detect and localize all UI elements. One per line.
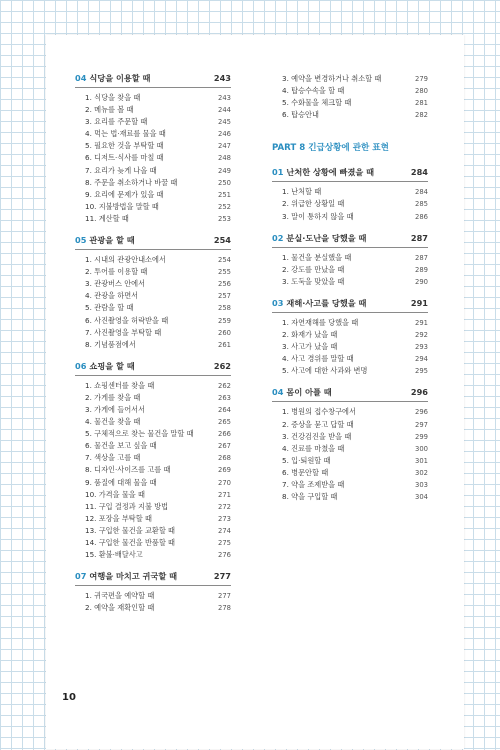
toc-item-page: 289 (415, 265, 428, 274)
toc-item (272, 73, 428, 85)
toc-item-label: 10. 지불방법을 말할 때 (85, 201, 159, 211)
section-title: 몸이 아플 때 (286, 387, 332, 398)
toc-item-label: 4. 물건을 찾을 때 (85, 417, 141, 427)
section-number: 04 (75, 73, 87, 83)
section-heading-text (272, 233, 366, 244)
page-number: 10 (62, 692, 76, 703)
toc-item-label: 1. 자연재해를 당했을 때 (282, 317, 359, 327)
section-heading-text (75, 235, 135, 246)
toc-item (75, 165, 231, 177)
toc-item (75, 213, 231, 225)
toc-item-page: 297 (415, 420, 428, 429)
toc-item-label: 8. 디자인·사이즈를 고를 때 (85, 465, 171, 475)
toc-item-label: 5. 수화물을 체크할 때 (282, 98, 352, 108)
toc-item-label: 3. 말이 통하지 않을 때 (282, 211, 354, 221)
toc-item (75, 104, 231, 116)
toc-item (75, 428, 231, 440)
toc-item (75, 140, 231, 152)
toc-item-label: 4. 사고 경위를 말할 때 (282, 354, 354, 364)
toc-item-label: 7. 약을 조제받을 때 (282, 479, 345, 489)
section-heading-text (75, 571, 177, 582)
toc-item-label: 2. 증상을 묻고 답할 때 (282, 419, 354, 429)
toc-item-page: 276 (218, 551, 231, 560)
toc-item-label: 6. 탑승안내 (282, 110, 319, 120)
toc-item-page: 280 (415, 87, 428, 96)
toc-item-page: 293 (415, 343, 428, 352)
toc-item-page: 271 (218, 490, 231, 499)
toc-item-label: 1. 시내의 관광안내소에서 (85, 255, 166, 265)
toc-item (75, 452, 231, 464)
toc-item-page: 292 (415, 331, 428, 340)
toc-item-label: 14. 구입한 물건을 반품할 때 (85, 538, 176, 547)
section-heading (75, 235, 231, 250)
toc-item-label: 1. 식당을 찾을 때 (85, 93, 141, 102)
toc-item (272, 365, 428, 377)
toc-item-page: 268 (218, 454, 231, 463)
toc-item (75, 315, 231, 327)
toc-item-page: 274 (218, 526, 231, 535)
section-number: 03 (272, 297, 284, 308)
section-number: 01 (272, 167, 284, 178)
toc-item (272, 252, 428, 264)
toc-section (75, 235, 231, 351)
toc-item-page: 243 (218, 94, 231, 102)
section-heading (272, 298, 428, 313)
toc-item-page: 259 (218, 316, 231, 325)
toc-item (272, 455, 428, 467)
toc-item-label: 1. 물건을 분실했을 때 (282, 252, 352, 262)
toc-item (272, 329, 428, 341)
toc-right-column (272, 73, 428, 513)
toc-item-label: 6. 물건을 보고 싶을 때 (85, 441, 157, 451)
toc-item (75, 392, 231, 404)
toc-item-page: 252 (218, 202, 231, 211)
toc-item-page: 303 (415, 480, 428, 489)
toc-item-page: 279 (415, 75, 428, 83)
toc-item-page: 295 (415, 367, 428, 376)
toc-item-label: 5. 관람을 할 때 (85, 303, 134, 313)
part-sections (272, 167, 428, 503)
section-page: 254 (213, 235, 231, 246)
toc-item-label: 11. 계산할 때 (85, 213, 129, 223)
toc-item-page: 277 (218, 592, 231, 601)
toc-item-page: 299 (415, 432, 428, 441)
toc-item (75, 380, 231, 392)
toc-item (272, 97, 428, 109)
toc-item-label: 3. 요리를 주문할 때 (85, 117, 148, 127)
toc-item-label: 3. 도둑을 맞았을 때 (282, 276, 345, 286)
toc-item (75, 327, 231, 339)
toc-item-label: 5. 사고에 대한 사과와 변명 (282, 366, 368, 376)
toc-item-page: 267 (218, 442, 231, 451)
section-heading-text (272, 387, 332, 398)
toc-item (272, 85, 428, 97)
toc-item-page: 275 (218, 539, 231, 547)
section-heading (75, 361, 231, 376)
toc-item (75, 440, 231, 452)
toc-item-page: 245 (218, 118, 231, 127)
toc-item-label: 15. 환불·배달사고 (85, 550, 143, 560)
section-heading-text (75, 361, 135, 372)
toc-item (272, 198, 428, 210)
toc-item-label: 4. 먹는 법·재료를 물을 때 (85, 129, 166, 139)
section-heading (272, 233, 428, 248)
toc-item-label: 7. 색상을 고를 때 (85, 453, 141, 463)
toc-item-label: 7. 요리가 늦게 나올 때 (85, 165, 157, 175)
continued-items (272, 73, 428, 121)
toc-item-page: 269 (218, 466, 231, 475)
toc-item (75, 266, 231, 278)
section-heading-text (272, 298, 366, 309)
section-page: 284 (410, 167, 428, 178)
toc-item-page: 281 (415, 99, 428, 108)
toc-item-label: 2. 위급한 상황일 때 (282, 199, 345, 209)
toc-item-label: 4. 진료를 마쳤을 때 (282, 443, 345, 453)
toc-item-label: 7. 사진촬영을 부탁할 때 (85, 327, 162, 337)
toc-section (75, 361, 231, 561)
toc-item-label: 6. 디저트·식사를 마칠 때 (85, 153, 164, 163)
toc-item-label: 4. 관광을 하면서 (85, 291, 139, 301)
toc-item-page: 304 (415, 493, 428, 502)
toc-item-page: 255 (218, 268, 231, 277)
toc-item-page: 249 (218, 166, 231, 175)
toc-section (272, 387, 428, 503)
toc-item-label: 4. 탑승수속을 할 때 (282, 86, 345, 96)
toc-item-label: 3. 사고가 났을 때 (282, 342, 338, 352)
section-number: 07 (75, 571, 87, 582)
toc-item-page: 251 (218, 190, 231, 199)
toc-item-page: 253 (218, 214, 231, 223)
toc-item-label: 2. 메뉴를 볼 때 (85, 105, 134, 115)
toc-item (75, 549, 231, 561)
toc-item (75, 513, 231, 525)
toc-item-page: 262 (218, 381, 231, 390)
toc-item-page: 286 (415, 212, 428, 221)
toc-item-label: 6. 사진촬영을 허락받을 때 (85, 315, 169, 325)
toc-item (75, 152, 231, 164)
section-number: 05 (75, 235, 87, 246)
toc-item-page: 301 (415, 456, 428, 465)
toc-item (272, 431, 428, 443)
toc-item-label: 2. 강도를 만났을 때 (282, 264, 345, 274)
toc-item-page: 294 (415, 355, 428, 364)
toc-item (75, 477, 231, 489)
section-title: 쇼핑을 할 때 (89, 360, 135, 371)
section-heading (75, 73, 231, 88)
toc-item-page: 260 (218, 328, 231, 337)
toc-item (272, 276, 428, 288)
toc-item (75, 464, 231, 476)
section-title: 분실·도난을 당했을 때 (286, 232, 367, 243)
toc-item (75, 404, 231, 416)
toc-item-label: 3. 가게에 들어서서 (85, 404, 146, 414)
toc-item-label: 2. 가게를 찾을 때 (85, 392, 141, 402)
toc-item-page: 261 (218, 340, 231, 349)
toc-item (272, 419, 428, 431)
toc-item (272, 467, 428, 479)
toc-item-label: 9. 요리에 문제가 있을 때 (85, 189, 164, 199)
toc-item-label: 2. 투어를 이용할 때 (85, 267, 148, 277)
toc-item (75, 177, 231, 189)
section-page: 243 (213, 73, 231, 83)
toc-item-page: 285 (415, 200, 428, 209)
section-page: 287 (410, 232, 428, 243)
toc-item-page: 270 (218, 478, 231, 487)
toc-item (272, 443, 428, 455)
toc-item (75, 339, 231, 351)
toc-item-page: 247 (218, 142, 231, 151)
toc-item-page: 284 (415, 188, 428, 197)
section-number: 02 (272, 232, 284, 243)
toc-section (272, 298, 428, 377)
toc-item-page: 263 (218, 393, 231, 402)
toc-item-label: 3. 건강검진을 받을 때 (282, 431, 352, 441)
toc-item-page: 244 (218, 106, 231, 115)
section-number: 06 (75, 360, 87, 371)
section-title: 여행을 마치고 귀국할 때 (89, 571, 178, 582)
toc-section (75, 571, 231, 614)
toc-item-page: 254 (218, 256, 231, 265)
toc-item (272, 317, 428, 329)
toc-item (272, 186, 428, 198)
toc-item (272, 341, 428, 353)
toc-item (75, 128, 231, 140)
toc-item (272, 479, 428, 491)
toc-item (272, 406, 428, 418)
toc-item-label: 6. 병문안할 때 (282, 467, 329, 477)
section-page: 296 (410, 387, 428, 398)
toc-item-label: 1. 난처할 때 (282, 187, 322, 197)
toc-item (272, 264, 428, 276)
section-page: 291 (410, 297, 428, 308)
toc-item (75, 290, 231, 302)
toc-item-label: 10. 가격을 물을 때 (85, 489, 145, 499)
toc-item-page: 248 (218, 154, 231, 163)
toc-section (272, 167, 428, 222)
toc-item-label: 3. 예약을 변경하거나 취소할 때 (282, 74, 382, 83)
toc-item (75, 525, 231, 537)
toc-item-page: 302 (415, 468, 428, 477)
toc-item (75, 201, 231, 213)
toc-section (272, 233, 428, 288)
toc-item-page: 290 (415, 277, 428, 286)
section-heading-text (272, 167, 374, 178)
toc-item-label: 3. 관광버스 안에서 (85, 279, 146, 289)
toc-item (75, 602, 231, 614)
toc-item (75, 254, 231, 266)
section-title: 식당을 이용할 때 (89, 73, 151, 83)
toc-item (75, 189, 231, 201)
toc-item-page: 282 (415, 111, 428, 120)
toc-item-page: 256 (218, 280, 231, 289)
section-number: 04 (272, 387, 284, 398)
section-title: 관광을 할 때 (89, 235, 135, 246)
toc-item-label: 5. 구체적으로 찾는 물건을 말할 때 (85, 429, 194, 439)
section-title: 재해·사고를 당했을 때 (286, 297, 367, 308)
toc-item (272, 211, 428, 223)
toc-item-label: 12. 포장을 부탁할 때 (85, 513, 152, 523)
toc-item-label: 8. 약을 구입할 때 (282, 492, 338, 502)
toc-item-label: 1. 병원의 접수창구에서 (282, 407, 356, 417)
part-title: PART 8 긴급상황에 관한 표현 (272, 143, 389, 154)
toc-item-page: 273 (218, 514, 231, 523)
toc-item (75, 537, 231, 549)
toc-item-page: 272 (218, 502, 231, 511)
toc-item-label: 8. 기념품점에서 (85, 339, 136, 349)
toc-item-label: 13. 구입한 물건을 교환할 때 (85, 525, 176, 535)
toc-item-page: 250 (218, 178, 231, 187)
toc-item-page: 265 (218, 418, 231, 427)
section-page: 277 (213, 571, 231, 582)
toc-item-label: 5. 필요한 것을 부탁할 때 (85, 141, 164, 151)
toc-item-page: 291 (415, 318, 428, 327)
toc-item-label: 11. 구입 결정과 지불 방법 (85, 501, 169, 511)
toc-item-label: 9. 품질에 대해 물을 때 (85, 477, 157, 487)
toc-item-page: 257 (218, 292, 231, 301)
toc-item-label: 2. 화재가 났을 때 (282, 330, 338, 340)
toc-item-label: 1. 귀국편을 예약할 때 (85, 591, 155, 601)
toc-item (75, 489, 231, 501)
toc-item (75, 92, 231, 104)
book-page (46, 35, 464, 749)
toc-item (272, 109, 428, 121)
toc-item-page: 246 (218, 130, 231, 139)
toc-item (75, 302, 231, 314)
toc-item-label: 1. 쇼핑센터를 찾을 때 (85, 380, 155, 390)
section-heading (272, 167, 428, 182)
toc-left-column (75, 73, 231, 624)
toc-item-page: 266 (218, 430, 231, 439)
toc-item-page: 287 (415, 253, 428, 262)
toc-item-page: 296 (415, 408, 428, 417)
toc-item (75, 278, 231, 290)
toc-item-label: 5. 입·퇴원할 때 (282, 455, 331, 465)
toc-item (75, 416, 231, 428)
section-heading (75, 571, 231, 586)
toc-item (75, 116, 231, 128)
toc-item-page: 258 (218, 304, 231, 313)
toc-item-label: 8. 주문을 취소하거나 바꿀 때 (85, 177, 178, 187)
toc-item (75, 590, 231, 602)
toc-item-page: 264 (218, 405, 231, 414)
toc-item (75, 501, 231, 513)
section-heading (272, 387, 428, 402)
toc-item (272, 353, 428, 365)
section-title: 난처한 상황에 빠졌을 때 (286, 167, 375, 178)
toc-item (272, 491, 428, 503)
toc-item-page: 278 (218, 604, 231, 613)
toc-item-page: 300 (415, 444, 428, 453)
section-page: 262 (213, 360, 231, 371)
section-heading-text (75, 73, 150, 84)
toc-section (75, 73, 231, 225)
toc-item-label: 2. 예약을 재확인할 때 (85, 603, 155, 613)
